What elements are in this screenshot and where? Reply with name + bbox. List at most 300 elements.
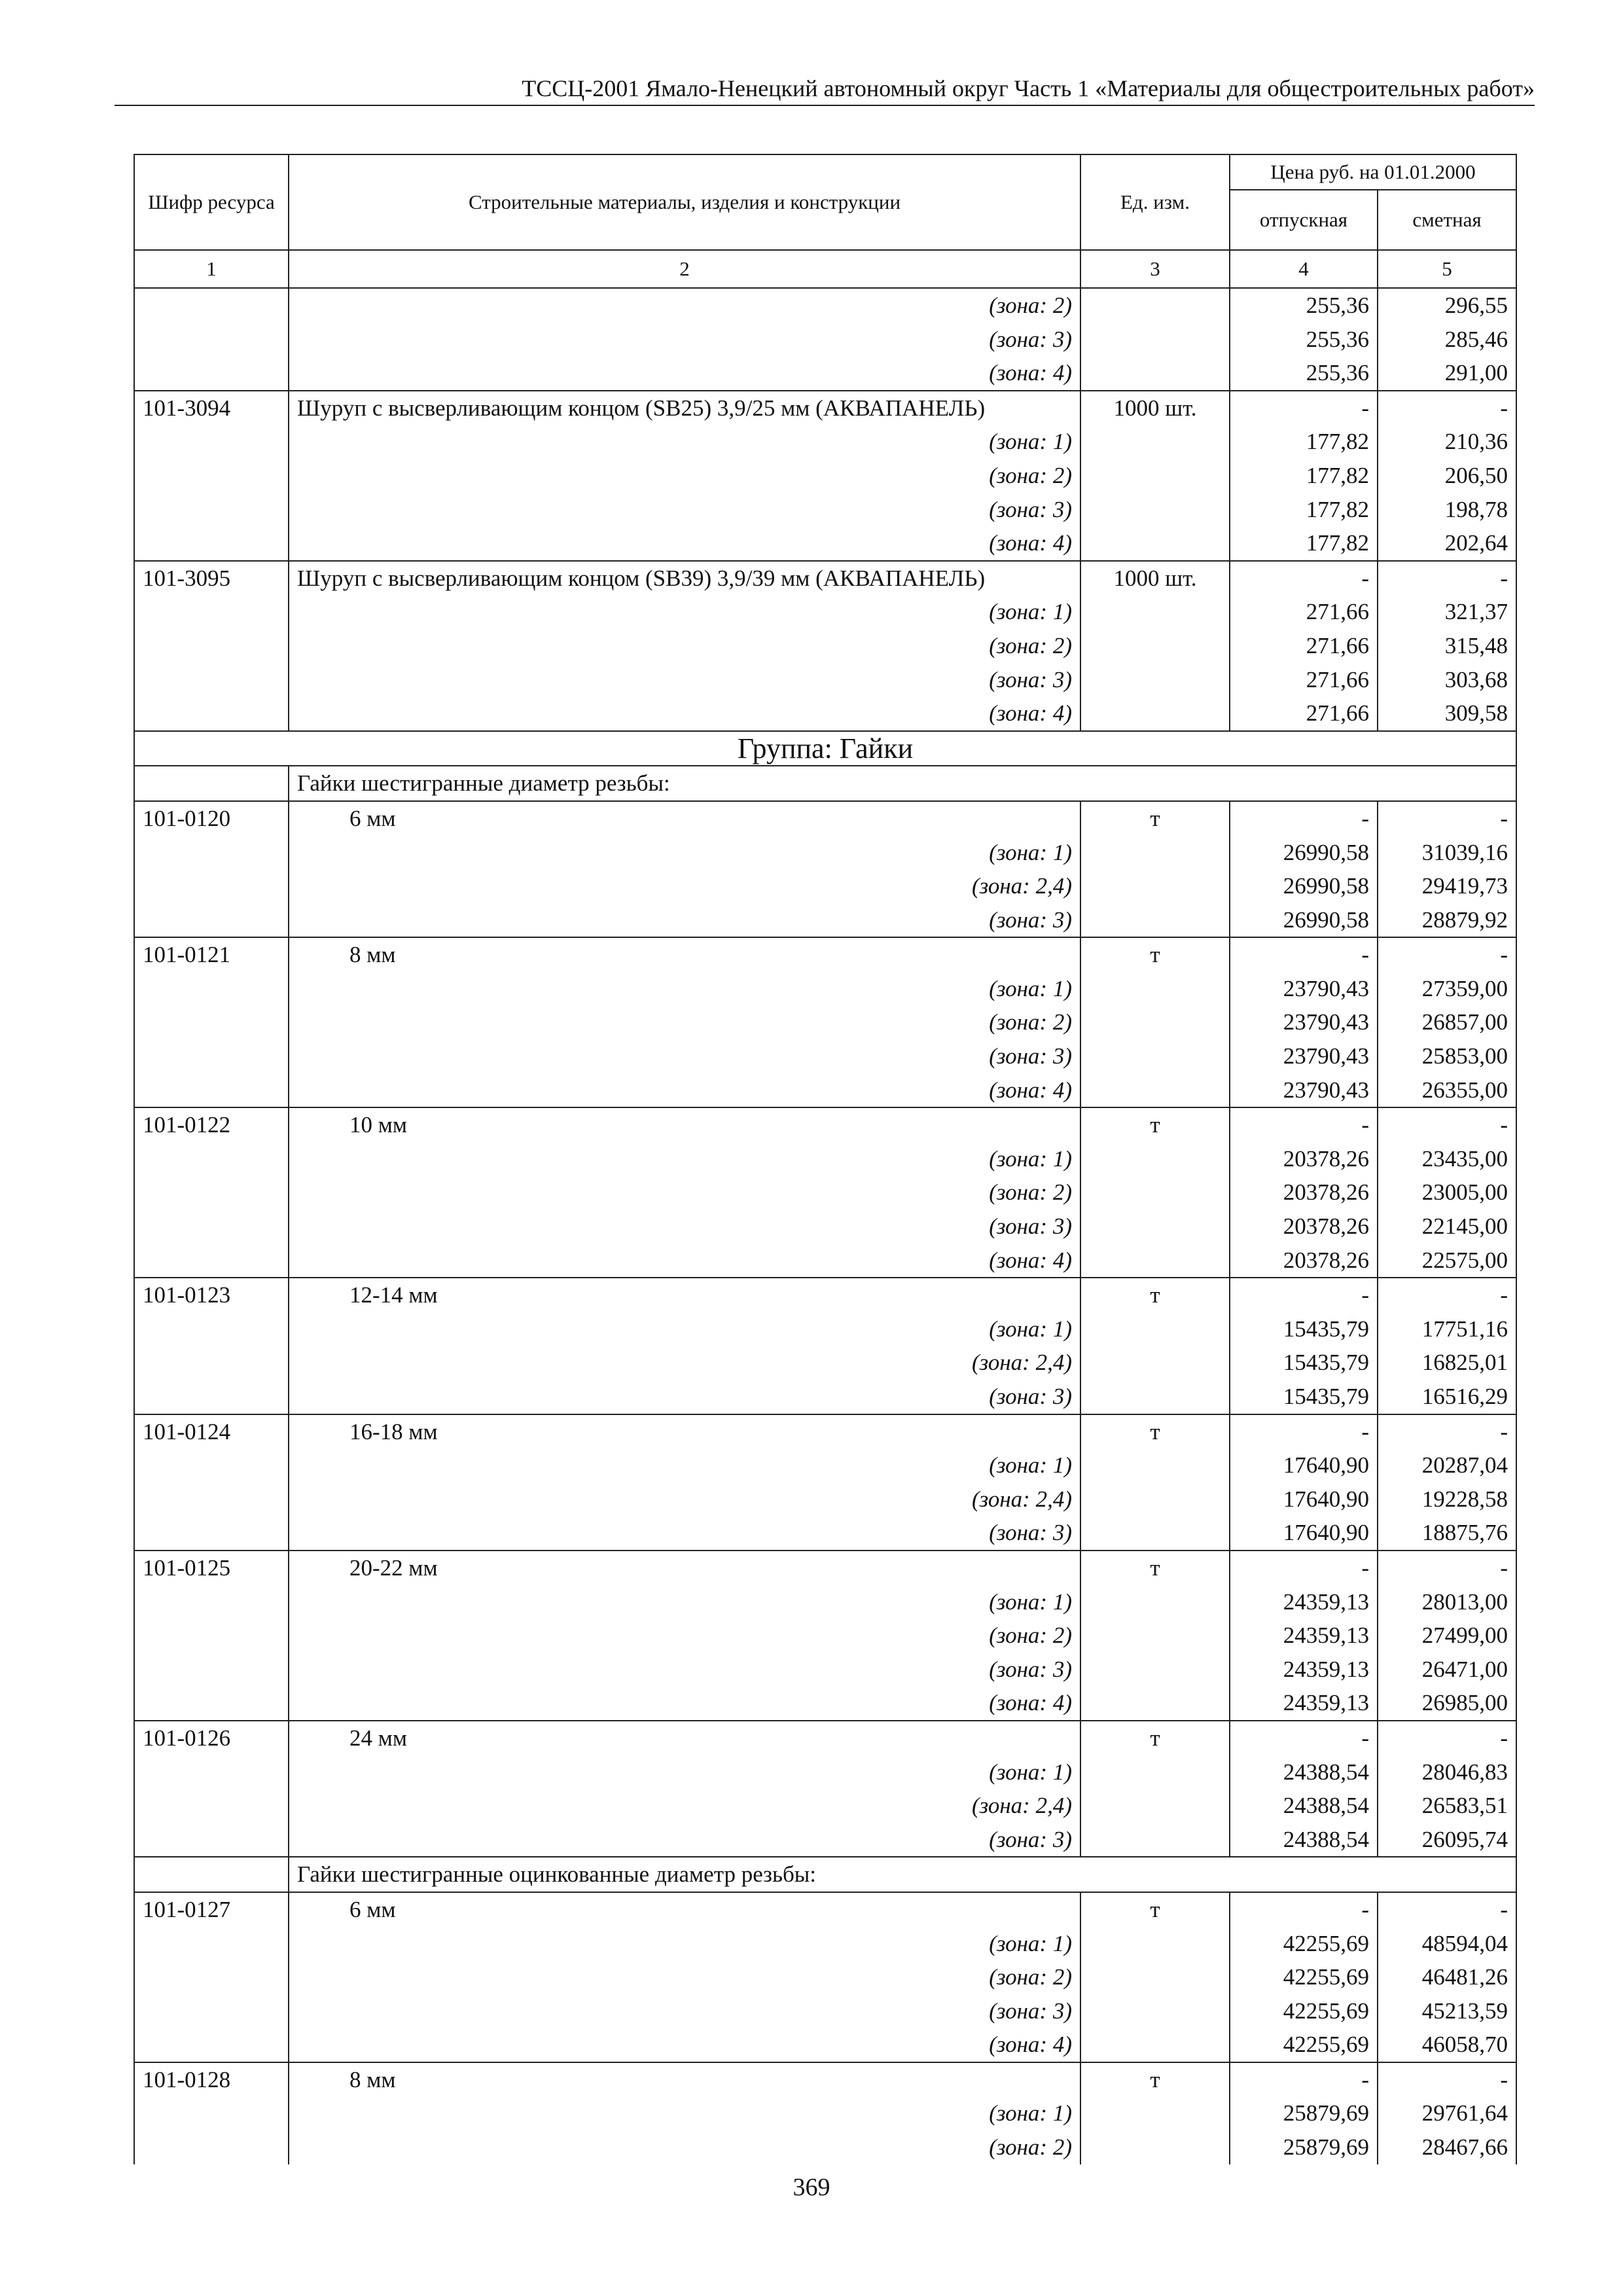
material-name: 12-14 мм	[289, 1278, 1080, 1312]
group-heading: Группа: Гайки	[134, 731, 1516, 766]
release-price: 271,66	[1230, 629, 1378, 663]
zone-label: (зона: 3)	[289, 903, 1080, 938]
code-cell	[134, 288, 289, 323]
subgroup-title: Гайки шестигранные оцинкованные диаметр резьбы:	[289, 1857, 1516, 1892]
code-cell	[134, 356, 289, 391]
code-cell	[134, 2130, 289, 2164]
header-estimate: сметная	[1378, 190, 1516, 250]
unit-cell: т	[1080, 1278, 1230, 1312]
release-price: 17640,90	[1230, 1482, 1378, 1516]
code-cell	[134, 1346, 289, 1380]
header-price: Цена руб. на 01.01.2000	[1230, 154, 1516, 190]
zone-row	[134, 1005, 1516, 1039]
estimate-price: 321,37	[1378, 595, 1516, 629]
zone-row	[134, 1686, 1516, 1721]
column-number: 4	[1230, 250, 1378, 288]
unit-cell	[1080, 288, 1230, 323]
code-cell	[134, 1244, 289, 1278]
item-row	[134, 391, 1516, 425]
code-cell	[134, 526, 289, 561]
zone-label: (зона: 1)	[289, 1312, 1080, 1346]
estimate-price: 26471,00	[1378, 1653, 1516, 1687]
release-price: 15435,79	[1230, 1312, 1378, 1346]
release-price: 20378,26	[1230, 1244, 1378, 1278]
estimate-price: 26985,00	[1378, 1686, 1516, 1721]
code-cell	[134, 1039, 289, 1073]
release-price: 271,66	[1230, 663, 1378, 697]
zone-label: (зона: 4)	[289, 1686, 1080, 1721]
column-number: 3	[1080, 250, 1230, 288]
zone-row	[134, 629, 1516, 663]
release-price: 255,36	[1230, 323, 1378, 357]
code-cell	[134, 1482, 289, 1516]
zone-label: (зона: 3)	[289, 663, 1080, 697]
estimate-price: 16516,29	[1378, 1380, 1516, 1414]
zone-row	[134, 903, 1516, 938]
material-name: 10 мм	[289, 1107, 1080, 1142]
release-price: 23790,43	[1230, 1005, 1378, 1039]
estimate-price: 23005,00	[1378, 1175, 1516, 1210]
zone-row	[134, 696, 1516, 731]
estimate-price: -	[1378, 1107, 1516, 1142]
material-name: 6 мм	[289, 1892, 1080, 1927]
zone-label: (зона: 3)	[289, 1210, 1080, 1244]
release-price: 20378,26	[1230, 1175, 1378, 1210]
code-cell	[134, 1073, 289, 1108]
release-price: -	[1230, 391, 1378, 425]
code-cell	[134, 493, 289, 527]
item-row	[134, 937, 1516, 972]
item-row	[134, 1414, 1516, 1449]
code-cell	[134, 972, 289, 1006]
code-cell	[134, 1175, 289, 1210]
unit-cell	[1080, 595, 1230, 629]
zone-row	[134, 1653, 1516, 1687]
zone-row	[134, 1585, 1516, 1619]
unit-cell	[1080, 1619, 1230, 1653]
code-cell	[134, 1789, 289, 1823]
resource-code: 101-0126	[134, 1721, 289, 1755]
zone-row	[134, 1346, 1516, 1380]
zone-label: (зона: 3)	[289, 1653, 1080, 1687]
code-cell	[134, 1619, 289, 1653]
code-cell	[134, 869, 289, 903]
zone-row	[134, 1482, 1516, 1516]
release-price: 15435,79	[1230, 1380, 1378, 1414]
release-price: 271,66	[1230, 696, 1378, 731]
code-cell	[134, 696, 289, 731]
item-row	[134, 1892, 1516, 1927]
subgroup-row	[134, 1857, 1516, 1892]
zone-label: (зона: 2)	[289, 1960, 1080, 1994]
release-price: 25879,69	[1230, 2096, 1378, 2130]
zone-row	[134, 972, 1516, 1006]
resource-code: 101-3095	[134, 561, 289, 596]
item-row	[134, 561, 1516, 596]
code-cell	[134, 766, 289, 801]
unit-cell	[1080, 526, 1230, 561]
header-name: Строительные материалы, изделия и конструкции	[289, 154, 1080, 250]
estimate-price: 18875,76	[1378, 1516, 1516, 1551]
release-price: 24359,13	[1230, 1619, 1378, 1653]
material-name: Шуруп с высверливающим концом (SB25) 3,9/25 мм (АКВАПАНЕЛЬ)	[289, 391, 1080, 425]
release-price: 17640,90	[1230, 1448, 1378, 1482]
material-name: 24 мм	[289, 1721, 1080, 1755]
release-price: 26990,58	[1230, 869, 1378, 903]
estimate-price: 46058,70	[1378, 2028, 1516, 2062]
zone-label: (зона: 2)	[289, 629, 1080, 663]
release-price: 42255,69	[1230, 1960, 1378, 1994]
zone-label: (зона: 2)	[289, 1005, 1080, 1039]
estimate-price: 23435,00	[1378, 1142, 1516, 1176]
zone-label: (зона: 3)	[289, 1039, 1080, 1073]
zone-row	[134, 425, 1516, 459]
unit-cell	[1080, 903, 1230, 938]
unit-cell	[1080, 1789, 1230, 1823]
code-cell	[134, 1142, 289, 1176]
code-cell	[134, 1210, 289, 1244]
release-price: 177,82	[1230, 493, 1378, 527]
zone-row	[134, 595, 1516, 629]
estimate-price: 48594,04	[1378, 1927, 1516, 1961]
estimate-price: -	[1378, 2062, 1516, 2097]
zone-label: (зона: 1)	[289, 1755, 1080, 1789]
estimate-price: -	[1378, 937, 1516, 972]
estimate-price: 31039,16	[1378, 836, 1516, 870]
release-price: -	[1230, 1414, 1378, 1449]
zone-label: (зона: 1)	[289, 425, 1080, 459]
zone-label: (зона: 4)	[289, 356, 1080, 391]
unit-cell	[1080, 425, 1230, 459]
release-price: -	[1230, 1721, 1378, 1755]
zone-row	[134, 1073, 1516, 1108]
group-heading-row	[134, 731, 1516, 766]
zone-row	[134, 1210, 1516, 1244]
resource-code: 101-0128	[134, 2062, 289, 2097]
resource-code: 101-0127	[134, 1892, 289, 1927]
unit-cell: т	[1080, 1892, 1230, 1927]
unit-cell	[1080, 1073, 1230, 1108]
item-row	[134, 1721, 1516, 1755]
unit-cell: т	[1080, 1107, 1230, 1142]
unit-cell	[1080, 1448, 1230, 1482]
unit-cell	[1080, 663, 1230, 697]
estimate-price: 28046,83	[1378, 1755, 1516, 1789]
zone-row	[134, 493, 1516, 527]
estimate-price: 45213,59	[1378, 1994, 1516, 2028]
unit-cell	[1080, 1039, 1230, 1073]
release-price: 26990,58	[1230, 836, 1378, 870]
release-price: 24388,54	[1230, 1755, 1378, 1789]
code-cell	[134, 323, 289, 357]
estimate-price: 46481,26	[1378, 1960, 1516, 1994]
unit-cell	[1080, 1244, 1230, 1278]
estimate-price: 29419,73	[1378, 869, 1516, 903]
zone-row	[134, 1448, 1516, 1482]
estimate-price: 26583,51	[1378, 1789, 1516, 1823]
code-cell	[134, 1755, 289, 1789]
release-price: 271,66	[1230, 595, 1378, 629]
unit-cell: т	[1080, 1551, 1230, 1585]
release-price: 24388,54	[1230, 1823, 1378, 1857]
release-price: 23790,43	[1230, 1039, 1378, 1073]
zone-row	[134, 869, 1516, 903]
zone-row	[134, 836, 1516, 870]
code-cell	[134, 1994, 289, 2028]
unit-cell	[1080, 493, 1230, 527]
code-cell	[134, 836, 289, 870]
release-price: 17640,90	[1230, 1516, 1378, 1551]
zone-row	[134, 1927, 1516, 1961]
estimate-price: 309,58	[1378, 696, 1516, 731]
zone-row	[134, 1960, 1516, 1994]
material-name: 16-18 мм	[289, 1414, 1080, 1449]
unit-cell	[1080, 1823, 1230, 1857]
unit-cell	[1080, 1516, 1230, 1551]
zone-label: (зона: 3)	[289, 493, 1080, 527]
zone-label: (зона: 3)	[289, 1380, 1080, 1414]
unit-cell	[1080, 1005, 1230, 1039]
unit-cell	[1080, 1312, 1230, 1346]
estimate-price: 26095,74	[1378, 1823, 1516, 1857]
unit-cell	[1080, 1210, 1230, 1244]
release-price: 20378,26	[1230, 1142, 1378, 1176]
release-price: 177,82	[1230, 526, 1378, 561]
zone-label: (зона: 1)	[289, 836, 1080, 870]
zone-label: (зона: 1)	[289, 595, 1080, 629]
estimate-price: 27359,00	[1378, 972, 1516, 1006]
unit-cell	[1080, 1994, 1230, 2028]
release-price: -	[1230, 801, 1378, 836]
estimate-price: -	[1378, 1721, 1516, 1755]
zone-row	[134, 663, 1516, 697]
item-row	[134, 1278, 1516, 1312]
code-cell	[134, 1927, 289, 1961]
subgroup-title: Гайки шестигранные диаметр резьбы:	[289, 766, 1516, 801]
estimate-price: -	[1378, 1414, 1516, 1449]
resource-code: 101-0125	[134, 1551, 289, 1585]
material-name: Шуруп с высверливающим концом (SB39) 3,9/39 мм (АКВАПАНЕЛЬ)	[289, 561, 1080, 596]
zone-row	[134, 1823, 1516, 1857]
zone-row	[134, 1312, 1516, 1346]
zone-row	[134, 2130, 1516, 2164]
unit-cell	[1080, 356, 1230, 391]
code-cell	[134, 1380, 289, 1414]
resource-code: 101-0124	[134, 1414, 289, 1449]
material-name: 20-22 мм	[289, 1551, 1080, 1585]
zone-row	[134, 459, 1516, 493]
unit-cell	[1080, 1482, 1230, 1516]
estimate-price: 198,78	[1378, 493, 1516, 527]
column-number: 5	[1378, 250, 1516, 288]
estimate-price: 25853,00	[1378, 1039, 1516, 1073]
code-cell	[134, 1516, 289, 1551]
code-cell	[134, 2028, 289, 2062]
zone-row	[134, 2096, 1516, 2130]
zone-label: (зона: 2,4)	[289, 869, 1080, 903]
zone-label: (зона: 1)	[289, 2096, 1080, 2130]
release-price: -	[1230, 1551, 1378, 1585]
zone-row	[134, 1994, 1516, 2028]
zone-row	[134, 1039, 1516, 1073]
resource-code: 101-0123	[134, 1278, 289, 1312]
release-price: 42255,69	[1230, 1994, 1378, 2028]
unit-cell	[1080, 1927, 1230, 1961]
release-price: 42255,69	[1230, 1927, 1378, 1961]
code-cell	[134, 903, 289, 938]
estimate-price: -	[1378, 1892, 1516, 1927]
price-table	[134, 154, 1517, 2164]
item-row	[134, 801, 1516, 836]
estimate-price: 28013,00	[1378, 1585, 1516, 1619]
code-cell	[134, 1312, 289, 1346]
estimate-price: 285,46	[1378, 323, 1516, 357]
estimate-price: 27499,00	[1378, 1619, 1516, 1653]
unit-cell	[1080, 2096, 1230, 2130]
header-release: отпускная	[1230, 190, 1378, 250]
column-number: 2	[289, 250, 1080, 288]
unit-cell	[1080, 459, 1230, 493]
release-price: -	[1230, 937, 1378, 972]
release-price: 255,36	[1230, 288, 1378, 323]
estimate-price: -	[1378, 561, 1516, 596]
unit-cell	[1080, 1585, 1230, 1619]
release-price: 255,36	[1230, 356, 1378, 391]
item-row	[134, 2062, 1516, 2097]
code-cell	[134, 1585, 289, 1619]
zone-label: (зона: 1)	[289, 1142, 1080, 1176]
release-price: -	[1230, 1278, 1378, 1312]
code-cell	[134, 1653, 289, 1687]
zone-row	[134, 1516, 1516, 1551]
estimate-price: -	[1378, 1551, 1516, 1585]
zone-label: (зона: 2)	[289, 459, 1080, 493]
resource-code: 101-0122	[134, 1107, 289, 1142]
unit-cell: т	[1080, 1721, 1230, 1755]
estimate-price: 202,64	[1378, 526, 1516, 561]
resource-code: 101-0120	[134, 801, 289, 836]
header-unit: Ед. изм.	[1080, 154, 1230, 250]
unit-cell	[1080, 836, 1230, 870]
unit-cell	[1080, 1380, 1230, 1414]
unit-cell: т	[1080, 801, 1230, 836]
zone-label: (зона: 3)	[289, 1994, 1080, 2028]
zone-label: (зона: 2,4)	[289, 1482, 1080, 1516]
zone-row	[134, 1175, 1516, 1210]
estimate-price: -	[1378, 801, 1516, 836]
zone-row	[134, 1380, 1516, 1414]
zone-row	[134, 1244, 1516, 1278]
release-price: -	[1230, 1892, 1378, 1927]
release-price: 23790,43	[1230, 972, 1378, 1006]
running-header: ТССЦ-2001 Ямало-Ненецкий автономный округ Часть 1 «Материалы для общестроительных работ»	[115, 72, 1535, 106]
code-cell	[134, 2096, 289, 2130]
zone-row	[134, 1142, 1516, 1176]
zone-label: (зона: 2)	[289, 1619, 1080, 1653]
unit-cell	[1080, 1686, 1230, 1721]
unit-cell	[1080, 323, 1230, 357]
zone-label: (зона: 2,4)	[289, 1789, 1080, 1823]
code-cell	[134, 595, 289, 629]
unit-cell	[1080, 1755, 1230, 1789]
estimate-price: 19228,58	[1378, 1482, 1516, 1516]
unit-cell: 1000 шт.	[1080, 391, 1230, 425]
release-price: 25879,69	[1230, 2130, 1378, 2164]
resource-code: 101-3094	[134, 391, 289, 425]
zone-label: (зона: 3)	[289, 323, 1080, 357]
release-price: -	[1230, 2062, 1378, 2097]
unit-cell: т	[1080, 1414, 1230, 1449]
estimate-price: 206,50	[1378, 459, 1516, 493]
unit-cell	[1080, 972, 1230, 1006]
zone-row	[134, 1789, 1516, 1823]
zone-label: (зона: 3)	[289, 1516, 1080, 1551]
estimate-price: -	[1378, 1278, 1516, 1312]
zone-row	[134, 2028, 1516, 2062]
unit-cell: т	[1080, 937, 1230, 972]
material-name: 8 мм	[289, 937, 1080, 972]
estimate-price: 28467,66	[1378, 2130, 1516, 2164]
release-price: -	[1230, 561, 1378, 596]
estimate-price: 28879,92	[1378, 903, 1516, 938]
release-price: 23790,43	[1230, 1073, 1378, 1108]
code-cell	[134, 1005, 289, 1039]
code-cell	[134, 1823, 289, 1857]
header-code: Шифр ресурса	[134, 154, 289, 250]
estimate-price: 29761,64	[1378, 2096, 1516, 2130]
release-price: 20378,26	[1230, 1210, 1378, 1244]
zone-label: (зона: 3)	[289, 1823, 1080, 1857]
release-price: 15435,79	[1230, 1346, 1378, 1380]
estimate-price: 26857,00	[1378, 1005, 1516, 1039]
code-cell	[134, 1448, 289, 1482]
code-cell	[134, 1857, 289, 1892]
code-cell	[134, 1960, 289, 1994]
zone-row	[134, 1619, 1516, 1653]
unit-cell	[1080, 1175, 1230, 1210]
zone-label: (зона: 1)	[289, 1448, 1080, 1482]
material-name: 8 мм	[289, 2062, 1080, 2097]
zone-label: (зона: 4)	[289, 2028, 1080, 2062]
zone-label: (зона: 4)	[289, 1073, 1080, 1108]
zone-label: (зона: 1)	[289, 972, 1080, 1006]
release-price: 24388,54	[1230, 1789, 1378, 1823]
estimate-price: 26355,00	[1378, 1073, 1516, 1108]
estimate-price: 315,48	[1378, 629, 1516, 663]
item-row	[134, 1107, 1516, 1142]
zone-label: (зона: 2)	[289, 2130, 1080, 2164]
material-name: 6 мм	[289, 801, 1080, 836]
zone-label: (зона: 1)	[289, 1927, 1080, 1961]
unit-cell	[1080, 629, 1230, 663]
unit-cell	[1080, 1142, 1230, 1176]
unit-cell	[1080, 2028, 1230, 2062]
unit-cell: т	[1080, 2062, 1230, 2097]
code-cell	[134, 629, 289, 663]
resource-code: 101-0121	[134, 937, 289, 972]
zone-row	[134, 1755, 1516, 1789]
item-row	[134, 1551, 1516, 1585]
unit-cell	[1080, 696, 1230, 731]
zone-row	[134, 356, 1516, 391]
estimate-price: 296,55	[1378, 288, 1516, 323]
unit-cell	[1080, 869, 1230, 903]
release-price: 26990,58	[1230, 903, 1378, 938]
release-price: 24359,13	[1230, 1686, 1378, 1721]
page-number: 369	[793, 2174, 830, 2201]
release-price: 24359,13	[1230, 1585, 1378, 1619]
release-price: 42255,69	[1230, 2028, 1378, 2062]
